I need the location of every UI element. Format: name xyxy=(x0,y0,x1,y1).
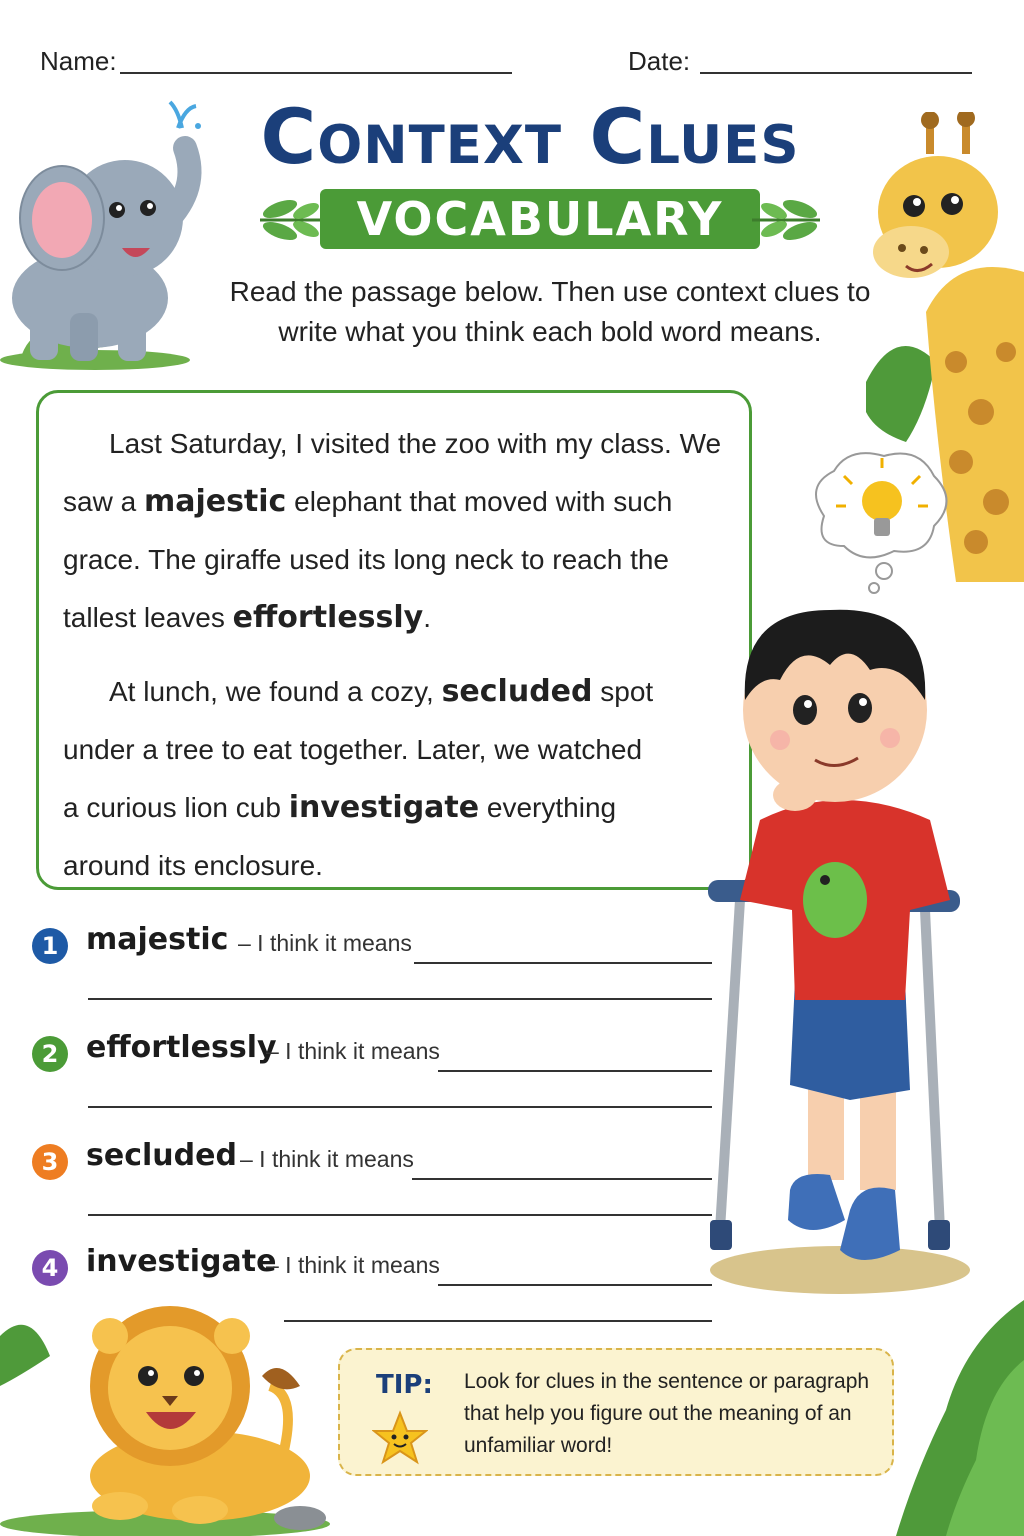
answer-line[interactable] xyxy=(438,1284,712,1286)
answer-line[interactable] xyxy=(88,1106,712,1108)
answer-line[interactable] xyxy=(88,1214,712,1216)
question-prompt: – I think it means xyxy=(266,1252,440,1278)
date-line[interactable] xyxy=(700,72,972,74)
answer-line[interactable] xyxy=(414,962,712,964)
question-word: secluded xyxy=(86,1138,237,1173)
passage-text: . xyxy=(423,602,431,633)
leaf-icon xyxy=(750,195,830,245)
question-word: majestic xyxy=(86,922,229,957)
page-title: Context Clues xyxy=(260,92,800,181)
lightbulb-icon xyxy=(804,446,954,596)
answer-line[interactable] xyxy=(284,1320,712,1322)
leaf-icon xyxy=(250,195,330,245)
bold-word-effortlessly: effortlessly xyxy=(232,600,424,635)
star-icon xyxy=(372,1410,428,1466)
banner-label: VOCABULARY xyxy=(320,189,760,249)
question-word: investigate xyxy=(86,1244,277,1279)
question-3 xyxy=(32,1140,712,1230)
question-1 xyxy=(32,924,712,1014)
reading-passage xyxy=(36,390,752,890)
question-prompt: – I think it means xyxy=(240,1146,414,1172)
passage-text: everything around its enclosure. xyxy=(63,792,617,881)
passage-paragraph-1 xyxy=(63,415,725,647)
tip-label: TIP: xyxy=(376,1370,433,1400)
question-prompt: – I think it means xyxy=(266,1038,440,1064)
question-2 xyxy=(32,1032,712,1122)
lion-cub-icon xyxy=(0,1296,330,1536)
passage-text: elephant that moved with such grace. The giraffe used its long neck to reach the tallest leaves xyxy=(63,486,673,633)
passage-paragraph-2 xyxy=(63,663,725,895)
question-number: 4 xyxy=(32,1250,68,1286)
name-label: Name: xyxy=(40,46,117,76)
answer-line[interactable] xyxy=(88,998,712,1000)
question-number: 3 xyxy=(32,1144,68,1180)
bold-word-majestic: majestic xyxy=(143,484,287,519)
answer-line[interactable] xyxy=(412,1178,712,1180)
question-number: 1 xyxy=(32,928,68,964)
question-number: 2 xyxy=(32,1036,68,1072)
tip-text: Look for clues in the sentence or paragraph that help you figure out the meaning of an unfamiliar word! xyxy=(464,1370,870,1457)
bold-word-investigate: investigate xyxy=(288,790,480,825)
question-prompt: – I think it means xyxy=(238,930,412,956)
leaf-icon xyxy=(886,1300,1024,1536)
elephant-icon xyxy=(0,98,220,370)
passage-text: spot under a tree to eat together. Later, we watched a curious lion cub xyxy=(63,676,654,823)
name-line[interactable] xyxy=(120,72,512,74)
answer-line[interactable] xyxy=(438,1070,712,1072)
date-label: Date: xyxy=(628,46,691,76)
bold-word-secluded: secluded xyxy=(441,674,593,709)
vocabulary-banner xyxy=(250,185,830,255)
instructions-text: Read the passage below. Then use context clues to write what you think each bold word means. xyxy=(229,276,871,347)
passage-text: At lunch, we found a cozy, xyxy=(109,676,442,707)
question-word: effortlessly xyxy=(86,1030,277,1065)
passage-text: Last Saturday, I visited the zoo with my class. We saw a xyxy=(63,428,722,517)
boy-with-crutches-icon xyxy=(700,580,980,1300)
tip-box xyxy=(338,1348,894,1476)
